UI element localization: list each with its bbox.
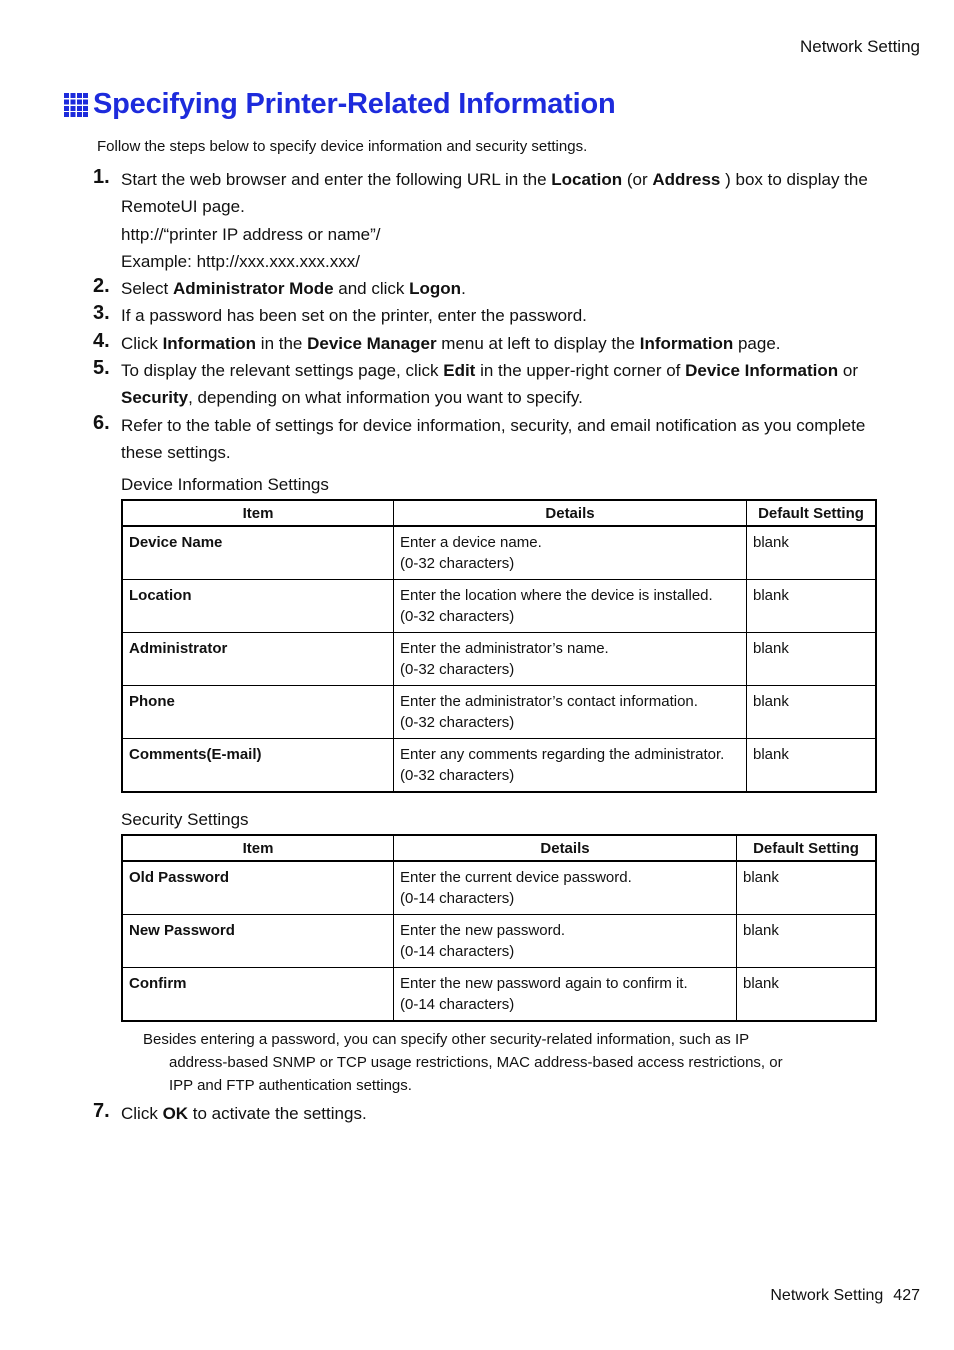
step-number: 6.: [93, 411, 110, 434]
running-header: Network Setting: [800, 37, 920, 56]
grid-dots-icon: [64, 93, 88, 117]
note-line-3: IPP and FTP authentication settings.: [169, 1077, 412, 1095]
intro-text: Follow the steps below to specify device information and security settings.: [97, 138, 588, 155]
default-cell: blank: [747, 633, 877, 686]
table-row: [122, 633, 876, 686]
item-cell: Phone: [122, 686, 394, 739]
page-footer: [760, 1287, 920, 1305]
col-default-header: Default Setting: [737, 835, 877, 861]
step-text: Click OK to activate the settings.: [121, 1104, 367, 1124]
step-3: [93, 302, 893, 329]
ui-term: Information: [639, 333, 734, 353]
item-cell: Confirm: [122, 968, 394, 1022]
step-number: 5.: [93, 357, 110, 380]
step-number: 7.: [93, 1100, 110, 1123]
ui-term: Logon: [409, 279, 462, 299]
step-text: Start the web browser and enter the following URL in the Location (or Address ) box to display the RemoteUI page.: [121, 170, 868, 217]
step-text: Refer to the table of settings for device information, security, and email notification as you complete these settings.: [121, 415, 866, 462]
step-2: [93, 275, 893, 302]
ui-term: Device Manager: [307, 333, 437, 353]
note-line-2: address-based SNMP or TCP usage restrictions, MAC address-based access restrictions, or: [169, 1054, 783, 1072]
item-cell: Comments(E-mail): [122, 739, 394, 793]
ui-term: OK: [162, 1104, 189, 1124]
table-row: [122, 861, 876, 915]
step-text: Select Administrator Mode and click Logon.: [121, 279, 466, 299]
details-cell: Enter the current device password. (0-14 characters): [394, 861, 737, 915]
ui-term: Security: [121, 388, 189, 408]
col-details-header: Details: [394, 835, 737, 861]
step-5: [93, 357, 893, 412]
item-cell: New Password: [122, 915, 394, 968]
step-number: 2.: [93, 275, 110, 298]
default-cell: blank: [737, 915, 877, 968]
col-details-header: Details: [394, 500, 747, 526]
default-cell: blank: [747, 686, 877, 739]
table-row: [122, 739, 876, 793]
details-cell: Enter the new password again to confirm it. (0-14 characters): [394, 968, 737, 1022]
step-number: 4.: [93, 329, 110, 352]
device-info-table: [121, 499, 877, 793]
security-table-caption: Security Settings: [121, 810, 249, 830]
step-1: [93, 166, 893, 275]
details-cell: Enter a device name. (0-32 characters): [394, 526, 747, 580]
ui-term: Location: [551, 170, 623, 189]
details-cell: Enter the administrator’s contact information. (0-32 characters): [394, 686, 747, 739]
page-number: 427: [893, 1287, 920, 1304]
details-cell: Enter the administrator’s name. (0-32 characters): [394, 633, 747, 686]
step-number: 3.: [93, 302, 110, 325]
ui-term: Administrator Mode: [172, 279, 334, 299]
table-row: [122, 686, 876, 739]
default-cell: blank: [747, 580, 877, 633]
step-4: [93, 330, 893, 357]
note-first-line: Besides entering a password, you can specify other security-related information, such as IP: [143, 1031, 750, 1049]
table-row: [122, 526, 876, 580]
step-text: To display the relevant settings page, click Edit in the upper-right corner of Device Information or Security, depending on what information you want to specify.: [121, 361, 859, 408]
col-item-header: Item: [122, 835, 394, 861]
steps-container: [93, 166, 893, 466]
ui-term: Edit: [443, 361, 476, 381]
default-cell: blank: [737, 861, 877, 915]
default-cell: blank: [737, 968, 877, 1022]
ui-term: Device Information: [685, 361, 839, 381]
table-header-row: [122, 500, 876, 526]
item-cell: Location: [122, 580, 394, 633]
step-number: 1.: [93, 166, 110, 188]
item-cell: Old Password: [122, 861, 394, 915]
default-cell: blank: [747, 739, 877, 793]
title-row: [64, 88, 616, 121]
step-text: If a password has been set on the printer, enter the password.: [121, 306, 587, 326]
col-default-header: Default Setting: [747, 500, 877, 526]
security-table-body: [122, 861, 876, 1021]
step-text: Click Information in the Device Manager menu at left to display the Information page.: [121, 333, 781, 353]
item-cell: Administrator: [122, 633, 394, 686]
step-7: [93, 1100, 893, 1127]
details-cell: Enter the new password. (0-14 characters): [394, 915, 737, 968]
details-cell: Enter any comments regarding the administrator. (0-32 characters): [394, 739, 747, 793]
step7-container: [93, 1100, 893, 1127]
col-item-header: Item: [122, 500, 394, 526]
security-note: [121, 1028, 893, 1097]
device-table-body: [122, 526, 876, 792]
step-sub-line: Example: http://xxx.xxx.xxx.xxx/: [121, 251, 361, 271]
page-title: Specifying Printer-Related Information: [93, 88, 616, 120]
footer-section: Network Setting: [770, 1287, 884, 1304]
step-6: [93, 412, 893, 467]
device-table-caption: Device Information Settings: [121, 475, 329, 495]
step-sub-line: http://“printer IP address or name”/: [121, 224, 381, 244]
table-row: [122, 915, 876, 968]
table-row: [122, 580, 876, 633]
details-cell: Enter the location where the device is installed. (0-32 characters): [394, 580, 747, 633]
steps-list: [93, 166, 893, 1128]
item-cell: Device Name: [122, 526, 394, 580]
security-table: [121, 834, 877, 1022]
table-header-row: [122, 835, 876, 861]
ui-term: Address: [652, 170, 721, 189]
ui-term: Information: [162, 333, 257, 353]
table-row: [122, 968, 876, 1022]
default-cell: blank: [747, 526, 877, 580]
